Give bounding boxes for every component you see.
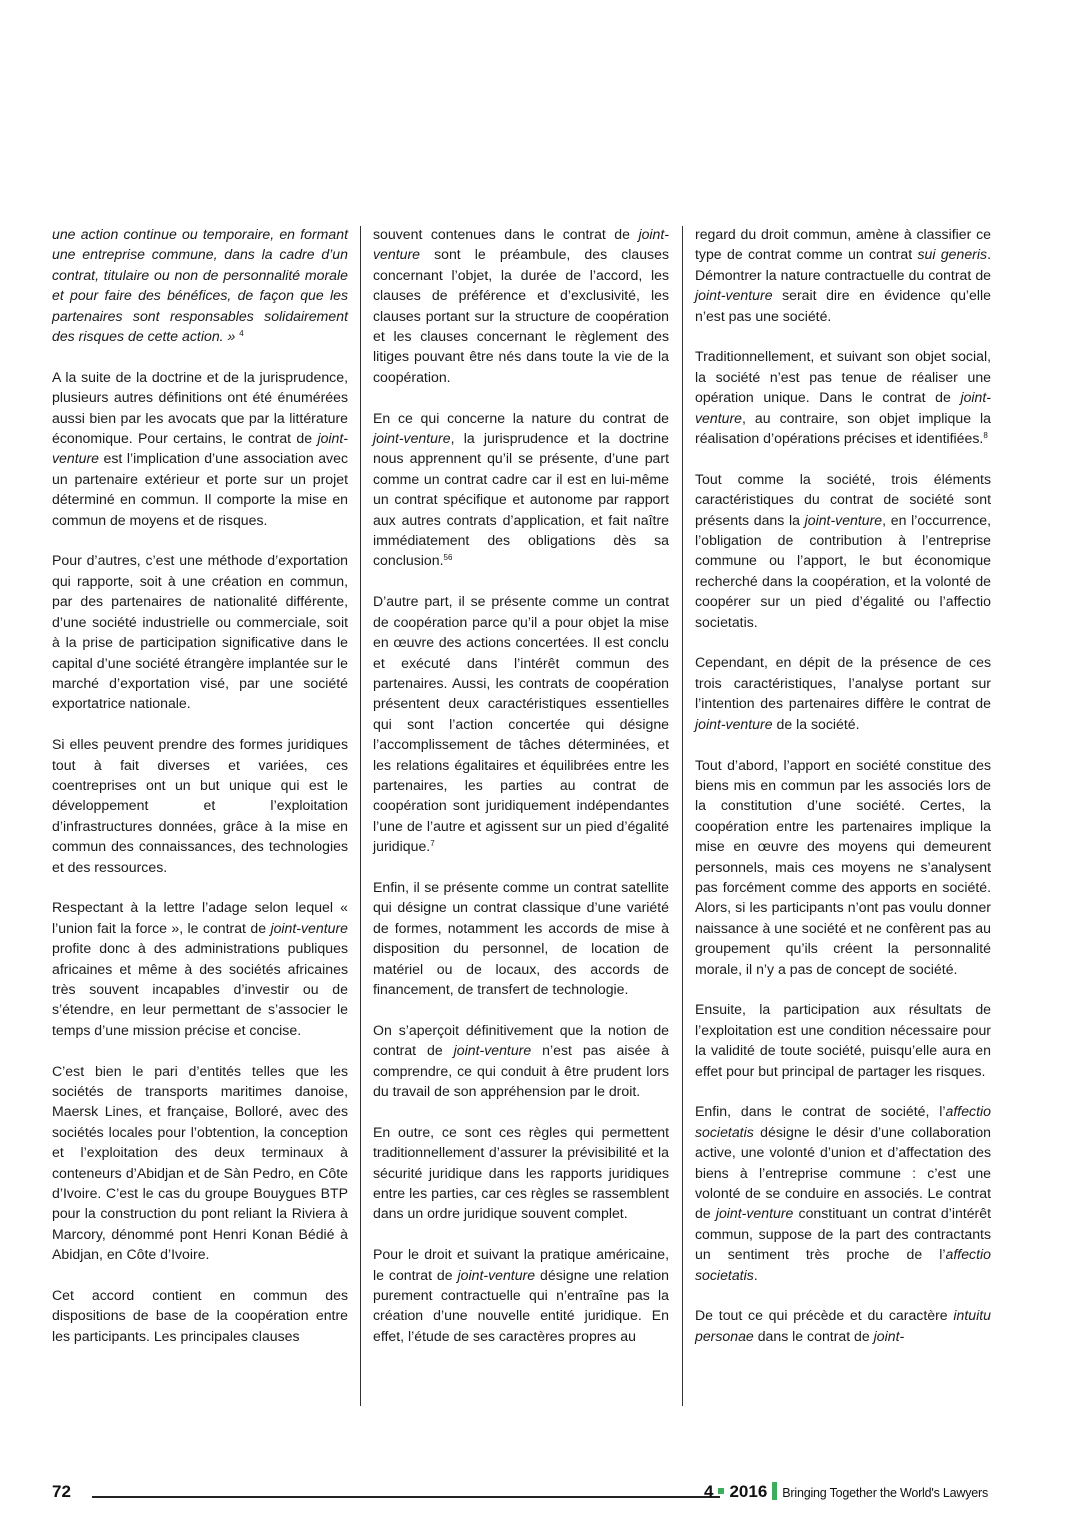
paragraph (695, 469, 991, 632)
paragraph (373, 1020, 669, 1102)
text-run: joint-venture (52, 430, 348, 467)
text-run: Ensuite, la participation aux résultats de l’exploitation est une condition nécessaire pour la validité de toute société, puisqu’elle aura en effet pour but principal de partager les risques. (695, 1001, 991, 1079)
text-run: désigne une relation purement contractuelle qui n’entraîne pas la création d’une nouvelle entité juridique. En effet, l’étude de ses caractères propres au (373, 1266, 669, 1344)
text-run: joint-venture (457, 1266, 536, 1283)
paragraph (695, 224, 991, 326)
footer-rule (92, 1496, 720, 1498)
text-run: n’est pas aisée à comprendre, ce qui conduit à être prudent lors du travail de son appréhension par le droit. (373, 1042, 669, 1099)
paragraph (52, 1285, 348, 1346)
text-run: . Démontrer la nature contractuelle du contrat de (695, 246, 991, 283)
page-number: 72 (52, 1482, 71, 1501)
text-run: Enfin, dans le contrat de société, l’ (695, 1103, 946, 1120)
text-run: joint-venture (804, 511, 883, 528)
issue-year: 2016 (729, 1482, 768, 1501)
text-run: , au contraire, son objet implique la réalisation d’opérations précises et identifiées. (695, 409, 991, 447)
footnote-ref: 4 (239, 329, 244, 339)
text-column-2 (373, 224, 669, 1346)
text-run: Cependant, en dépit de la présence de ces trois caractéristiques, l’analyse portant sur l’intention des partenaires diffère le contrat de (695, 654, 991, 712)
text-run: joint-venture (695, 715, 773, 732)
paragraph (52, 367, 348, 530)
text-run: joint-venture (695, 389, 991, 426)
text-run: constituant un contrat d’intérêt commun, suppose de la part des contractants un sentiment très proche de l’ (695, 1205, 992, 1263)
text-run: désigne le désir d’une collaboration active, une volonté d’union et d’affectation des biens à l’entreprise commune : c’est une volonté de se conduire en associés. Le contrat de (695, 1123, 991, 1222)
text-run: De tout ce qui précède et du caractère (695, 1307, 954, 1324)
text-run: Si elles peuvent prendre des formes juridiques tout à fait diverses et variées, ces coentreprises ont un but unique qui est le développement et l’exploitation d’infrastructures données, grâce à la mise en commun des connaissances, des technologies et des ressources. (52, 736, 348, 875)
text-run: Cet accord contient en commun des dispositions de base de la coopération entre les participants. Les principales clauses (52, 1287, 348, 1344)
text-run: Traditionnellement, et suivant son objet social, la société n’est pas tenue de réaliser une opération unique. Dans le contrat de (695, 348, 991, 406)
column-divider (360, 226, 361, 1406)
text-run: intuitu personae (695, 1307, 991, 1344)
text-run: joint-venture (695, 287, 773, 304)
column-divider (682, 226, 683, 1406)
paragraph (373, 408, 669, 571)
text-run: Pour d’autres, c’est une méthode d’exportation qui rapporte, soit à une création en commun, par des partenaires de nationalité différente, d’une société industrielle ou commerciale, soit à la prise de participation significative dans le capital d’une société étrangère implantée sur le marché d’exportation visé, par une société exportatrice nationale. (52, 552, 348, 712)
issue-info (704, 1482, 988, 1503)
paragraph (695, 346, 991, 448)
paragraph (373, 1244, 669, 1346)
paragraph (373, 1122, 669, 1224)
paragraph (373, 591, 669, 856)
text-run: En ce qui concerne la nature du contrat de (373, 409, 669, 426)
text-run: joint-venture (715, 1205, 794, 1222)
text-run: Pour le droit et suivant la pratique américaine, le contrat de (373, 1246, 669, 1283)
text-run: joint-venture (373, 430, 451, 447)
text-run: joint- (873, 1327, 905, 1344)
text-run: Enfin, il se présente comme un contrat satellite qui désigne un contrat classique d’une variété de formes, notamment les accords de mise à disposition du personnel, de location de matériel ou de locaux, des accords de financement, de transfert de technologie. (373, 878, 669, 997)
text-run: sui generis (917, 246, 988, 263)
text-run: sont le préambule, des clauses concernant l’objet, la durée de l’accord, les clauses de préférence et d’exclusivité, les clauses portant sur la structure de coopération et les clauses concernant le règlement des litiges pouvant être nés dans toute la vie de la coopération. (373, 246, 669, 385)
text-run: On s’aperçoit définitivement que la notion de contrat de (373, 1021, 669, 1059)
paragraph (695, 1101, 991, 1285)
paragraph (52, 734, 348, 877)
issue-number: 4 (704, 1482, 714, 1501)
paragraph (52, 1061, 348, 1265)
text-run: affectio societatis (695, 1246, 991, 1283)
text-run: joint-venture (373, 226, 669, 263)
text-run: Tout d’abord, l’apport en société constitue des biens mis en commun par les associés lors de la constitution d’une société. Certes, la coopération entre les partenaires implique la mise en œuvre des moyens qui demeurent personnels, mais ces moyens ne s’analysent pas forcément comme des apports en société. Alors, si les participants n’ont pas voulu donner naissance à une société et ne confèrent pas au groupement qu’ils créent la personnalité morale, il n’y a pas de concept de société. (695, 756, 991, 977)
text-run: , en l’occurrence, l’obligation de contribution à l’entreprise commune ou l’apport, le but économique recherché dans la coopération, et la volonté de coopérer sur un pied d’égalité ou l’affectio societatis. (695, 511, 991, 630)
text-run: est l’implication d’une association avec un partenaire extérieur et porte sur un projet déterminé en commun. Il comporte la mise en commun de moyens et de risques. (52, 450, 348, 528)
paragraph (52, 897, 348, 1040)
paragraph (52, 224, 348, 346)
text-run: profite donc à des administrations publiques africaines et même à des sociétés africaines très souvent incapables d’investir ou de s’étendre, en leur permettant de s’associer le temps d’une mission précise et concise. (52, 940, 348, 1038)
footnote-ref: 8 (983, 431, 988, 441)
text-column-3 (695, 224, 991, 1346)
separator-dot (718, 1488, 724, 1494)
text-run: Tout comme la société, trois éléments caractéristiques du contrat de société sont présents dans la (695, 470, 991, 528)
text-run: souvent contenues dans le contrat de (373, 226, 639, 242)
paragraph (695, 755, 991, 979)
paragraph (695, 652, 991, 734)
footnote-ref: 56 (443, 553, 453, 563)
text-column-1 (52, 224, 348, 1346)
text-run: D’autre part, il se présente comme un contrat de coopération parce qu’il a pour objet la mise en œuvre des actions concertées. Il est conclu et exécuté dans l’intérêt commun des partenaires. Aussi, les contrats de coopération présentent deux caractéristiques essentielles qui sont l’action concertée qui désigne l’accomplissement de tâches déterminées, et les relations égalitaires et équilibrées entre les partenaires, les parties au contrat de coopération sont juridiquement indépendantes l’une de l’autre et agissent sur un pied d’égalité juridique. (373, 593, 669, 855)
text-run: affectio societatis (695, 1103, 991, 1140)
paragraph (695, 1305, 991, 1346)
paragraph (695, 999, 991, 1081)
text-run: serait dire en évidence qu’elle n’est pas une société. (695, 287, 991, 324)
text-run: . (753, 1266, 758, 1283)
text-run: joint-venture (453, 1042, 532, 1059)
text-run: dans le contrat de (753, 1327, 874, 1344)
page-footer (52, 1482, 1020, 1506)
text-run: A la suite de la doctrine et de la jurisprudence, plusieurs autres définitions ont été énumérées aussi bien par les avocats que par la littérature économique. Pour certains, le contrat de (52, 368, 348, 447)
text-run: Respectant à la lettre l’adage selon lequel « l’union fait la force », le contrat de (52, 899, 348, 936)
text-run: regard du droit commun, amène à classifier ce type de contrat comme un contrat (695, 226, 991, 263)
text-run: de la société. (772, 715, 860, 732)
text-run: , la jurisprudence et la doctrine nous apprennent qu’il se présente, d’une part comme un contrat cadre car il est en lui-même un contrat spécifique et autonome par rapport aux autres contrats d’application, et fait naître immédiatement des obligations dès sa conclusion. (373, 430, 669, 569)
text-run: une action continue ou temporaire, en formant une entreprise commune, dans la cadre d’un contrat, titulaire ou non de personnalité morale et pour faire des bénéfices, de façon que les partenaires sont responsables solidairement des risques de cette action. » (52, 226, 348, 345)
footnote-ref: 7 (430, 839, 435, 849)
paragraph (52, 550, 348, 713)
text-run: En outre, ce sont ces règles qui permettent traditionnellement d’assurer la prévisibilité et la sécurité juridique dans les rapports juridiques entre les parties, car ces règles se rassemblent dans un ordre juridique souvent complet. (373, 1123, 669, 1222)
paragraph (373, 877, 669, 999)
separator-bar (772, 1482, 777, 1500)
publication-tagline: Bringing Together the World's Lawyers (782, 1486, 989, 1500)
paragraph (373, 224, 669, 387)
text-run: joint-venture (270, 919, 348, 936)
text-run: C’est bien le pari d’entités telles que les sociétés de transports maritimes danoise, Maersk Lines, et française, Bolloré, avec des sociétés locales pour l’obtention, la conception et l’exploitation des deux terminaux à conteneurs d’Abidjan et de Sàn Pedro, en Côte d’Ivoire. C’est le cas du groupe Bouygues BTP pour la construction du pont reliant la Riviera à Marcory, dénommé pont Henri Konan Bédié à Abidjan, en Côte d’Ivoire. (52, 1062, 348, 1263)
